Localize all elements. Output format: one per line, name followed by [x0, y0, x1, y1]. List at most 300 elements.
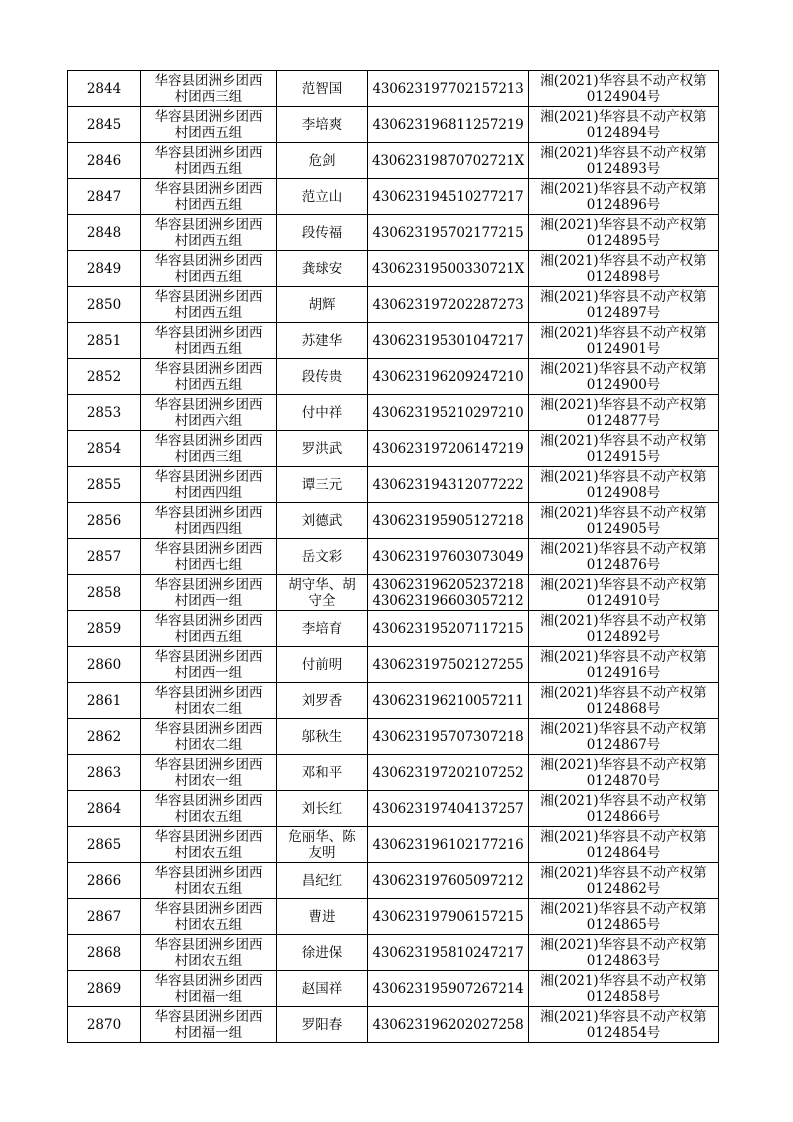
- certificate-number-line: 湘(2021)华容县不动产权第: [540, 684, 707, 701]
- id-number-cell: [368, 971, 529, 1007]
- certificate-number-line: 湘(2021)华容县不动产权第: [540, 648, 707, 665]
- certificate-number-cell: [529, 827, 719, 863]
- address-line: 村团农五组: [174, 916, 243, 933]
- owner-name-line: 范立山: [301, 188, 343, 205]
- address-line: 村团西三组: [174, 448, 243, 465]
- certificate-number-line: 湘(2021)华容县不动产权第: [540, 540, 707, 557]
- certificate-number-cell: [529, 107, 719, 143]
- address-line: 华容县团洲乡团西: [154, 1008, 263, 1025]
- address-cell: [141, 971, 277, 1007]
- address-line: 华容县团洲乡团西: [154, 144, 263, 161]
- address-line: 村团农五组: [174, 952, 243, 969]
- certificate-number-line: 0124892号: [586, 628, 661, 645]
- certificate-number-cell: [529, 971, 719, 1007]
- address-line: 华容县团洲乡团西: [154, 540, 263, 557]
- address-cell: [141, 503, 277, 539]
- owner-name-cell: [277, 575, 368, 611]
- certificate-number-cell: [529, 71, 719, 107]
- id-number-cell: [368, 755, 529, 791]
- address-line: 村团农五组: [174, 844, 243, 861]
- row-number-cell: 2862: [68, 719, 141, 755]
- owner-name-cell: [277, 899, 368, 935]
- address-cell: [141, 431, 277, 467]
- certificate-number-line: 湘(2021)华容县不动产权第: [540, 720, 707, 737]
- address-line: 华容县团洲乡团西: [154, 468, 263, 485]
- certificate-number-cell: [529, 503, 719, 539]
- certificate-number-cell: [529, 791, 719, 827]
- id-number-cell: [368, 935, 529, 971]
- row-number-cell: 2847: [68, 179, 141, 215]
- owner-name-cell: [277, 683, 368, 719]
- table-row: [68, 323, 719, 359]
- certificate-number-line: 0124867号: [586, 736, 661, 753]
- owner-name-cell: [277, 143, 368, 179]
- row-number-cell: 2859: [68, 611, 141, 647]
- table-row: [68, 863, 719, 899]
- address-line: 华容县团洲乡团西: [154, 216, 263, 233]
- owner-name-line: 危丽华、陈: [288, 828, 356, 845]
- certificate-number-line: 湘(2021)华容县不动产权第: [540, 972, 707, 989]
- certificate-number-line: 湘(2021)华容县不动产权第: [540, 108, 707, 125]
- certificate-number-cell: [529, 179, 719, 215]
- address-cell: [141, 107, 277, 143]
- id-number-cell: [368, 395, 529, 431]
- table-row: [68, 215, 719, 251]
- certificate-number-line: 湘(2021)华容县不动产权第: [540, 144, 707, 161]
- id-number-line: 430623197906157215: [372, 908, 524, 925]
- owner-name-cell: [277, 215, 368, 251]
- row-number-cell: 2865: [68, 827, 141, 863]
- id-number-cell: [368, 863, 529, 899]
- id-number-cell: [368, 215, 529, 251]
- certificate-number-line: 0124896号: [586, 196, 661, 213]
- id-number-line: 430623196102177216: [372, 836, 524, 853]
- certificate-number-line: 0124876号: [586, 556, 661, 573]
- certificate-number-line: 湘(2021)华容县不动产权第: [540, 576, 707, 593]
- table-row: [68, 431, 719, 467]
- owner-name-cell: [277, 863, 368, 899]
- certificate-number-line: 湘(2021)华容县不动产权第: [540, 360, 707, 377]
- row-number-cell: 2848: [68, 215, 141, 251]
- owner-name-cell: [277, 719, 368, 755]
- address-line: 华容县团洲乡团西: [154, 648, 263, 665]
- owner-name-line: 徐进保: [301, 944, 343, 961]
- owner-name-line: 付中祥: [301, 404, 343, 421]
- id-number-cell: [368, 107, 529, 143]
- id-number-cell: [368, 791, 529, 827]
- id-number-line: 430623195301047217: [372, 332, 524, 349]
- owner-name-cell: [277, 395, 368, 431]
- owner-name-line: 谭三元: [301, 476, 343, 493]
- id-number-line: 430623195207117215: [372, 620, 524, 637]
- property-rights-table: [67, 70, 719, 1043]
- id-number-cell: [368, 719, 529, 755]
- address-cell: [141, 899, 277, 935]
- address-cell: [141, 647, 277, 683]
- certificate-number-line: 0124910号: [586, 592, 661, 609]
- owner-name-line: 危剑: [308, 152, 336, 169]
- id-number-line: 430623196811257219: [372, 116, 524, 133]
- address-line: 村团西五组: [174, 232, 243, 249]
- row-number-cell: 2868: [68, 935, 141, 971]
- table-row: [68, 395, 719, 431]
- owner-name-line: 刘长红: [301, 800, 343, 817]
- id-number-cell: [368, 287, 529, 323]
- certificate-number-cell: [529, 719, 719, 755]
- table-body: [68, 71, 719, 1043]
- id-number-cell: [368, 503, 529, 539]
- row-number-cell: 2866: [68, 863, 141, 899]
- address-cell: [141, 683, 277, 719]
- table-row: [68, 899, 719, 935]
- id-number-line: 430623195210297210: [372, 404, 524, 421]
- address-line: 村团福一组: [174, 1024, 243, 1041]
- address-cell: [141, 539, 277, 575]
- id-number-line: 43062319500330721X: [371, 260, 525, 277]
- row-number-cell: 2863: [68, 755, 141, 791]
- table-row: [68, 71, 719, 107]
- address-line: 华容县团洲乡团西: [154, 684, 263, 701]
- certificate-number-cell: [529, 395, 719, 431]
- table-row: [68, 503, 719, 539]
- address-line: 华容县团洲乡团西: [154, 432, 263, 449]
- id-number-cell: [368, 539, 529, 575]
- id-number-line: 430623196209247210: [372, 368, 524, 385]
- certificate-number-cell: [529, 143, 719, 179]
- address-cell: [141, 935, 277, 971]
- table-row: [68, 179, 719, 215]
- owner-name-line: 守全: [308, 592, 336, 609]
- address-cell: [141, 143, 277, 179]
- address-line: 村团西四组: [174, 484, 243, 501]
- id-number-cell: [368, 431, 529, 467]
- certificate-number-cell: [529, 863, 719, 899]
- address-line: 华容县团洲乡团西: [154, 792, 263, 809]
- certificate-number-line: 湘(2021)华容县不动产权第: [540, 468, 707, 485]
- certificate-number-line: 湘(2021)华容县不动产权第: [540, 828, 707, 845]
- certificate-number-line: 0124854号: [586, 1024, 661, 1041]
- id-number-cell: [368, 899, 529, 935]
- certificate-number-line: 0124868号: [586, 700, 661, 717]
- certificate-number-cell: [529, 323, 719, 359]
- certificate-number-cell: [529, 467, 719, 503]
- certificate-number-line: 0124895号: [586, 232, 661, 249]
- address-line: 华容县团洲乡团西: [154, 756, 263, 773]
- owner-name-cell: [277, 539, 368, 575]
- id-number-line: 430623195702177215: [372, 224, 524, 241]
- row-number-cell: 2844: [68, 71, 141, 107]
- row-number-cell: 2845: [68, 107, 141, 143]
- table-row: [68, 359, 719, 395]
- address-line: 村团西五组: [174, 376, 243, 393]
- address-cell: [141, 323, 277, 359]
- owner-name-line: 龚球安: [301, 260, 343, 277]
- address-line: 村团西五组: [174, 340, 243, 357]
- certificate-number-line: 湘(2021)华容县不动产权第: [540, 756, 707, 773]
- row-number-cell: 2851: [68, 323, 141, 359]
- address-line: 华容县团洲乡团西: [154, 972, 263, 989]
- owner-name-cell: [277, 359, 368, 395]
- owner-name-line: 段传贵: [301, 368, 343, 385]
- address-cell: [141, 287, 277, 323]
- row-number-cell: 2860: [68, 647, 141, 683]
- table-row: [68, 719, 719, 755]
- certificate-number-line: 0124863号: [586, 952, 661, 969]
- id-number-line: 43062319870702721X: [371, 152, 525, 169]
- address-line: 村团西五组: [174, 304, 243, 321]
- id-number-cell: [368, 143, 529, 179]
- owner-name-line: 岳文彩: [301, 548, 343, 565]
- address-cell: [141, 215, 277, 251]
- id-number-line: 430623195810247217: [372, 944, 524, 961]
- certificate-number-line: 湘(2021)华容县不动产权第: [540, 72, 707, 89]
- certificate-number-line: 湘(2021)华容县不动产权第: [540, 396, 707, 413]
- id-number-line: 430623197206147219: [372, 440, 524, 457]
- certificate-number-line: 0124908号: [586, 484, 661, 501]
- address-cell: [141, 395, 277, 431]
- id-number-line: 430623197404137257: [372, 800, 524, 817]
- certificate-number-cell: [529, 539, 719, 575]
- row-number-cell: 2870: [68, 1007, 141, 1043]
- row-number-cell: 2869: [68, 971, 141, 1007]
- id-number-cell: [368, 611, 529, 647]
- owner-name-cell: [277, 791, 368, 827]
- certificate-number-line: 0124904号: [586, 88, 661, 105]
- address-line: 华容县团洲乡团西: [154, 576, 263, 593]
- table-row: [68, 935, 719, 971]
- owner-name-cell: [277, 1007, 368, 1043]
- owner-name-cell: [277, 755, 368, 791]
- certificate-number-line: 0124877号: [586, 412, 661, 429]
- id-number-line: 430623195907267214: [372, 980, 524, 997]
- address-line: 村团西五组: [174, 196, 243, 213]
- row-number-cell: 2853: [68, 395, 141, 431]
- certificate-number-cell: [529, 359, 719, 395]
- table-row: [68, 143, 719, 179]
- address-line: 村团西四组: [174, 520, 243, 537]
- certificate-number-line: 0124865号: [586, 916, 661, 933]
- row-number-cell: 2854: [68, 431, 141, 467]
- table-row: [68, 647, 719, 683]
- owner-name-cell: [277, 323, 368, 359]
- owner-name-line: 罗洪武: [301, 440, 343, 457]
- address-line: 华容县团洲乡团西: [154, 504, 263, 521]
- address-line: 华容县团洲乡团西: [154, 936, 263, 953]
- certificate-number-line: 0124864号: [586, 844, 661, 861]
- owner-name-cell: [277, 431, 368, 467]
- table-row: [68, 107, 719, 143]
- id-number-cell: [368, 647, 529, 683]
- table-row: [68, 683, 719, 719]
- certificate-number-line: 湘(2021)华容县不动产权第: [540, 324, 707, 341]
- row-number-cell: 2855: [68, 467, 141, 503]
- owner-name-cell: [277, 71, 368, 107]
- address-line: 村团农二组: [174, 736, 243, 753]
- certificate-number-line: 湘(2021)华容县不动产权第: [540, 1008, 707, 1025]
- address-cell: [141, 467, 277, 503]
- id-number-line: 430623196205237218: [372, 576, 524, 593]
- owner-name-line: 邓和平: [301, 764, 343, 781]
- id-number-line: 430623194510277217: [372, 188, 524, 205]
- address-cell: [141, 611, 277, 647]
- address-line: 村团西三组: [174, 88, 243, 105]
- owner-name-line: 邬秋生: [301, 728, 343, 745]
- address-cell: [141, 863, 277, 899]
- owner-name-cell: [277, 251, 368, 287]
- certificate-number-line: 湘(2021)华容县不动产权第: [540, 936, 707, 953]
- owner-name-cell: [277, 971, 368, 1007]
- owner-name-line: 友明: [308, 844, 336, 861]
- address-line: 华容县团洲乡团西: [154, 360, 263, 377]
- certificate-number-line: 0124866号: [586, 808, 661, 825]
- address-line: 村团农五组: [174, 808, 243, 825]
- address-line: 村团西一组: [174, 664, 243, 681]
- table-row: [68, 755, 719, 791]
- address-line: 华容县团洲乡团西: [154, 396, 263, 413]
- certificate-number-cell: [529, 251, 719, 287]
- certificate-number-line: 0124894号: [586, 124, 661, 141]
- id-number-cell: [368, 323, 529, 359]
- owner-name-line: 刘罗香: [301, 692, 343, 709]
- address-cell: [141, 755, 277, 791]
- certificate-number-line: 湘(2021)华容县不动产权第: [540, 432, 707, 449]
- id-number-line: 430623194312077222: [372, 476, 524, 493]
- owner-name-line: 曹进: [308, 908, 336, 925]
- address-line: 村团福一组: [174, 988, 243, 1005]
- id-number-line: 430623197202107252: [372, 764, 524, 781]
- certificate-number-line: 0124916号: [586, 664, 661, 681]
- id-number-line: 430623197603073049: [372, 548, 524, 565]
- address-line: 华容县团洲乡团西: [154, 900, 263, 917]
- owner-name-cell: [277, 503, 368, 539]
- owner-name-line: 赵国祥: [301, 980, 343, 997]
- row-number-cell: 2861: [68, 683, 141, 719]
- id-number-line: 430623197502127255: [372, 656, 524, 673]
- certificate-number-line: 0124858号: [586, 988, 661, 1005]
- certificate-number-line: 湘(2021)华容县不动产权第: [540, 612, 707, 629]
- address-line: 村团农一组: [174, 772, 243, 789]
- address-line: 村团西七组: [174, 556, 243, 573]
- owner-name-cell: [277, 467, 368, 503]
- certificate-number-cell: [529, 431, 719, 467]
- table-row: [68, 1007, 719, 1043]
- owner-name-line: 段传福: [301, 224, 343, 241]
- address-cell: [141, 827, 277, 863]
- address-cell: [141, 1007, 277, 1043]
- certificate-number-cell: [529, 287, 719, 323]
- row-number-cell: 2867: [68, 899, 141, 935]
- certificate-number-line: 0124897号: [586, 304, 661, 321]
- owner-name-cell: [277, 611, 368, 647]
- address-line: 村团西五组: [174, 628, 243, 645]
- owner-name-line: 李培爽: [301, 116, 343, 133]
- owner-name-line: 胡守华、胡: [288, 576, 356, 593]
- certificate-number-line: 0124915号: [586, 448, 661, 465]
- owner-name-cell: [277, 287, 368, 323]
- certificate-number-line: 湘(2021)华容县不动产权第: [540, 792, 707, 809]
- address-line: 华容县团洲乡团西: [154, 720, 263, 737]
- address-cell: [141, 71, 277, 107]
- address-line: 村团西五组: [174, 160, 243, 177]
- address-line: 村团西六组: [174, 412, 243, 429]
- address-cell: [141, 719, 277, 755]
- row-number-cell: 2857: [68, 539, 141, 575]
- table-row: [68, 611, 719, 647]
- id-number-cell: [368, 827, 529, 863]
- id-number-line: 430623196210057211: [372, 692, 524, 709]
- certificate-number-line: 0124901号: [586, 340, 661, 357]
- table-row: [68, 827, 719, 863]
- table-row: [68, 971, 719, 1007]
- address-line: 村团西五组: [174, 268, 243, 285]
- certificate-number-line: 湘(2021)华容县不动产权第: [540, 864, 707, 881]
- address-line: 华容县团洲乡团西: [154, 252, 263, 269]
- certificate-number-line: 0124905号: [586, 520, 661, 537]
- owner-name-line: 付前明: [301, 656, 343, 673]
- id-number-line: 430623196603057212: [372, 592, 524, 609]
- certificate-number-line: 湘(2021)华容县不动产权第: [540, 900, 707, 917]
- owner-name-line: 李培育: [301, 620, 343, 637]
- address-line: 村团农五组: [174, 880, 243, 897]
- id-number-line: 430623195707307218: [372, 728, 524, 745]
- address-line: 华容县团洲乡团西: [154, 324, 263, 341]
- certificate-number-cell: [529, 935, 719, 971]
- address-line: 华容县团洲乡团西: [154, 288, 263, 305]
- row-number-cell: 2856: [68, 503, 141, 539]
- table-row: [68, 467, 719, 503]
- row-number-cell: 2864: [68, 791, 141, 827]
- id-number-line: 430623197702157213: [372, 80, 524, 97]
- certificate-number-line: 湘(2021)华容县不动产权第: [540, 216, 707, 233]
- id-number-cell: [368, 359, 529, 395]
- id-number-cell: [368, 1007, 529, 1043]
- id-number-cell: [368, 251, 529, 287]
- id-number-line: 430623197605097212: [372, 872, 524, 889]
- owner-name-line: 苏建华: [301, 332, 343, 349]
- certificate-number-cell: [529, 899, 719, 935]
- id-number-line: 430623196202027258: [372, 1016, 524, 1033]
- certificate-number-cell: [529, 575, 719, 611]
- certificate-number-cell: [529, 683, 719, 719]
- address-cell: [141, 359, 277, 395]
- table-row: [68, 791, 719, 827]
- certificate-number-cell: [529, 755, 719, 791]
- certificate-number-line: 0124893号: [586, 160, 661, 177]
- certificate-number-cell: [529, 1007, 719, 1043]
- address-cell: [141, 251, 277, 287]
- address-line: 村团农二组: [174, 700, 243, 717]
- row-number-cell: 2850: [68, 287, 141, 323]
- address-line: 华容县团洲乡团西: [154, 180, 263, 197]
- address-cell: [141, 791, 277, 827]
- owner-name-cell: [277, 827, 368, 863]
- id-number-cell: [368, 71, 529, 107]
- certificate-number-cell: [529, 215, 719, 251]
- address-line: 华容县团洲乡团西: [154, 72, 263, 89]
- id-number-cell: [368, 683, 529, 719]
- certificate-number-line: 湘(2021)华容县不动产权第: [540, 252, 707, 269]
- row-number-cell: 2852: [68, 359, 141, 395]
- row-number-cell: 2846: [68, 143, 141, 179]
- row-number-cell: 2858: [68, 575, 141, 611]
- id-number-cell: [368, 575, 529, 611]
- address-cell: [141, 575, 277, 611]
- certificate-number-line: 湘(2021)华容县不动产权第: [540, 504, 707, 521]
- owner-name-cell: [277, 179, 368, 215]
- table-row: [68, 539, 719, 575]
- certificate-number-line: 湘(2021)华容县不动产权第: [540, 180, 707, 197]
- certificate-number-line: 湘(2021)华容县不动产权第: [540, 288, 707, 305]
